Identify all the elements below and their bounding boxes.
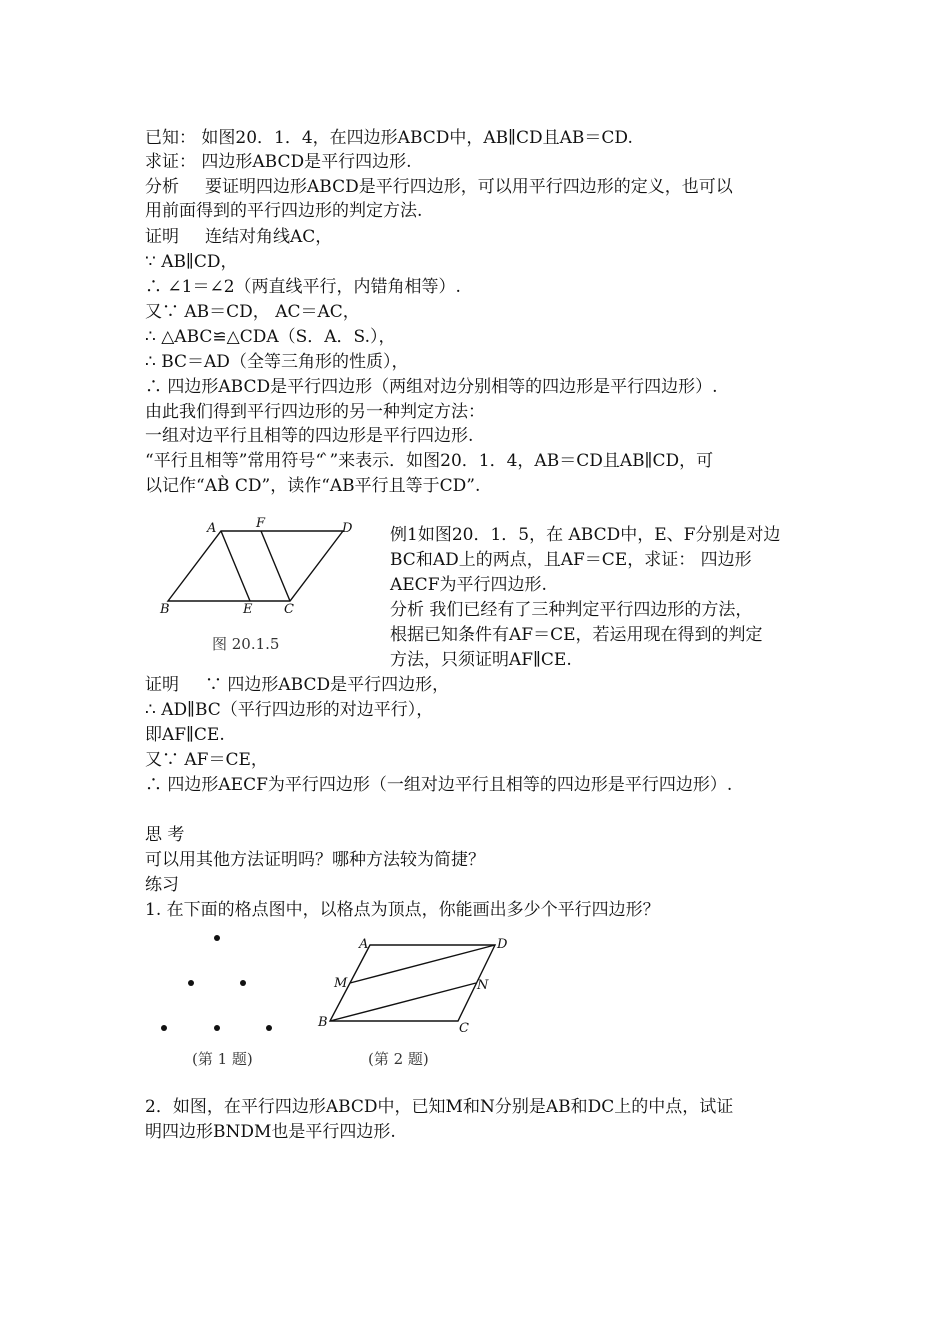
grid-dot	[266, 1025, 272, 1031]
grid-dot	[214, 1025, 220, 1031]
exercise-1: 1. 在下面的格点图中，以格点为顶点，你能画出多少个平行四边形？	[145, 900, 660, 920]
example-proof-1	[145, 673, 449, 697]
exercise-2-line-2: 明四边形BNDM也是平行四边形.	[145, 1122, 396, 1142]
example-proof-label: 证明	[145, 675, 179, 695]
grid-dot	[240, 980, 246, 986]
label-a: A	[207, 521, 217, 536]
label-a2: A	[359, 937, 369, 952]
example-line-3: AECF为平行四边形.	[390, 575, 547, 595]
label-e: E	[243, 602, 253, 615]
proof-line-2: ∵ AB∥CD，	[145, 252, 238, 272]
proof-line-1	[145, 225, 332, 249]
proof-line-7: ∴ 四边形ABCD是平行四边形（两组对边分别相等的四边形是平行四边形）.	[145, 377, 718, 397]
example-line-2: BC和AD上的两点，且AF＝CE，求证： 四边形	[390, 550, 752, 570]
symbol-note-1: “平行且相等”常用符号“ ̀”来表示．如图20．1．4，AB＝CD且AB∥CD，可	[145, 451, 714, 471]
example-analysis-3: 方法，只须证明AF∥CE.	[390, 650, 572, 670]
example-proof-2: ∴ AD∥BC（平行四边形的对边平行），	[145, 700, 434, 720]
parallelogram-abcd-2	[330, 945, 495, 1021]
dot-grid-caption: (第 1 题)	[192, 1050, 253, 1068]
proof-line-6: ∴ BC＝AD（全等三角形的性质），	[145, 352, 409, 372]
given-statement: 已知： 如图20．1．4，在四边形ABCD中，AB∥CD且AB＝CD.	[145, 128, 633, 148]
exercise-heading: 练习	[145, 875, 179, 895]
grid-dot	[214, 935, 220, 941]
segment-ae	[221, 531, 250, 601]
analysis-text: 要证明四边形ABCD是平行四边形，可以用平行四边形的定义，也可以	[205, 177, 733, 197]
proof-label: 证明	[145, 227, 179, 247]
label-c2: C	[459, 1021, 469, 1035]
example-line-1: 例1如图20．1．5，在 ABCD中，E、F分别是对边	[390, 525, 781, 545]
figure-exercise-2-caption: (第 2 题)	[368, 1050, 429, 1068]
proof-line-3: ∴ ∠1＝∠2（两直线平行，内错角相等）.	[145, 277, 461, 297]
example-analysis-1: 分析 我们已经有了三种判定平行四边形的方法，	[390, 600, 753, 620]
example-analysis-2: 根据已知条件有AF＝CE，若运用现在得到的判定	[390, 625, 763, 645]
segment-fc	[261, 531, 290, 601]
parallelogram-abcd	[168, 531, 343, 601]
proof-text: 连结对角线AC，	[205, 227, 333, 247]
label-m: M	[334, 976, 348, 991]
prove-statement: 求证： 四边形ABCD是平行四边形.	[145, 152, 412, 172]
symbol-note-2: 以记作“AB̀ CD”，读作“AB平行且等于CD”.	[145, 476, 481, 496]
example-proof-5: ∴ 四边形AECF为平行四边形（一组对边平行且相等的四边形是平行四边形）.	[145, 775, 733, 795]
think-question: 可以用其他方法证明吗？哪种方法较为简捷？	[145, 850, 485, 870]
analysis-label: 分析	[145, 177, 179, 197]
figure-exercise-2	[315, 935, 520, 1035]
analysis-line-1	[145, 175, 733, 199]
example-proof-3: 即AF∥CE.	[145, 725, 225, 745]
figure-caption: 图 20.1.5	[212, 635, 280, 653]
label-d: D	[342, 521, 353, 536]
proof-line-4: 又∵ AB＝CD， AC＝AC，	[145, 302, 360, 322]
label-f: F	[256, 516, 266, 531]
analysis-line-2: 用前面得到的平行四边形的判定方法.	[145, 201, 423, 221]
label-b: B	[160, 602, 170, 615]
figure-20-1-5	[150, 515, 365, 615]
label-d2: D	[497, 937, 508, 952]
segment-md	[350, 945, 495, 983]
conclusion-intro: 由此我们得到平行四边形的另一种判定方法：	[145, 402, 485, 422]
grid-dot	[161, 1025, 167, 1031]
exercise-2-line-1: 2．如图，在平行四边形ABCD中，已知M和N分别是AB和DC上的中点，试证	[145, 1097, 734, 1117]
example-proof-4: 又∵ AF＝CE，	[145, 750, 268, 770]
theorem-statement: 一组对边平行且相等的四边形是平行四边形.	[145, 426, 474, 446]
proof-line-5: ∴ △ABC≌△CDA（S．A．S.），	[145, 327, 396, 347]
think-heading: 思 考	[145, 825, 185, 845]
segment-bn	[330, 983, 476, 1021]
grid-dot	[188, 980, 194, 986]
label-b2: B	[318, 1015, 328, 1030]
label-c: C	[284, 602, 294, 615]
example-proof-text: ∵ 四边形ABCD是平行四边形，	[205, 675, 450, 695]
label-n: N	[477, 978, 489, 993]
